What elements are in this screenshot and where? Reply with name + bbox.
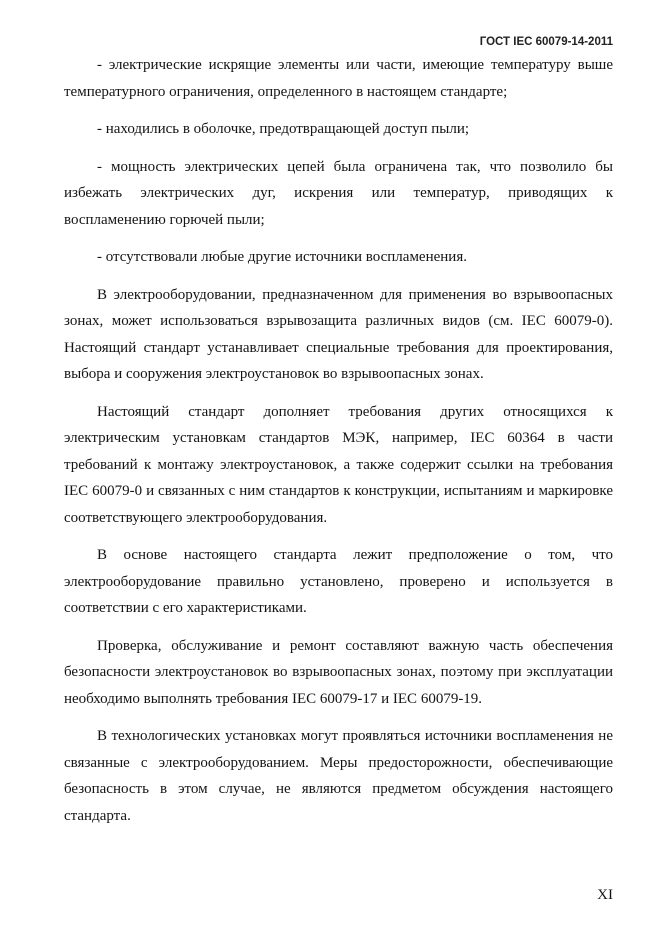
paragraph-6: Настоящий стандарт дополняет требования других относящихся к электрическим установкам стандартов МЭК, например, IEC 60364 в части требований к монтажу электроустановок, а также содержит ссылки на требования IEC 60079-0 и связанных с ним стандартов к конструкции, испытаниям и маркировке соответствующего электрооборудования. <box>64 403 613 526</box>
paragraph-1: - электрические искрящие элементы или части, имеющие температуру выше температурного ограничения, определенного в настоящем стандарте; <box>64 57 613 100</box>
paragraph-9: В технологических установках могут проявляться источники воспламенения не связанные с электрооборудованием. Меры предосторожности, обеспечивающие безопасность в этом случае, не являются предметом обсуждения настоящего стандарта. <box>64 728 613 824</box>
document-body <box>64 52 613 840</box>
paragraph-2: - находились в оболочке, предотвращающей доступ пыли; <box>97 121 470 137</box>
paragraph-5: В электрооборудовании, предназначенном для применения во взрывоопасных зонах, может использоваться взрывозащита различных видов (см. IEC 60079-0). Настоящий стандарт устанавливает специальные требования для проектирования, выбора и сооружения электроустановок во взрывоопасных зонах. <box>64 286 613 382</box>
paragraph-8: Проверка, обслуживание и ремонт составляют важную часть обеспечения безопасности электроустановок во взрывоопасных зонах, поэтому при эксплуатации необходимо выполнять требования IEC 60079-17 и IEC 60079-19. <box>64 637 613 707</box>
page-number: XI <box>597 887 613 903</box>
document-header: ГОСТ IEC 60079-14-2011 <box>479 36 613 48</box>
paragraph-7: В основе настоящего стандарта лежит предположение о том, что электрооборудование правильно установлено, проверено и используется в соответствии с его характеристиками. <box>64 547 613 616</box>
paragraph-4: - отсутствовали любые другие источники воспламенения. <box>97 249 467 265</box>
paragraph-3: - мощность электрических цепей была ограничена так, что позволило бы избежать электрических дуг, искрения или температур, приводящих к воспламенению горючей пыли; <box>64 158 613 228</box>
